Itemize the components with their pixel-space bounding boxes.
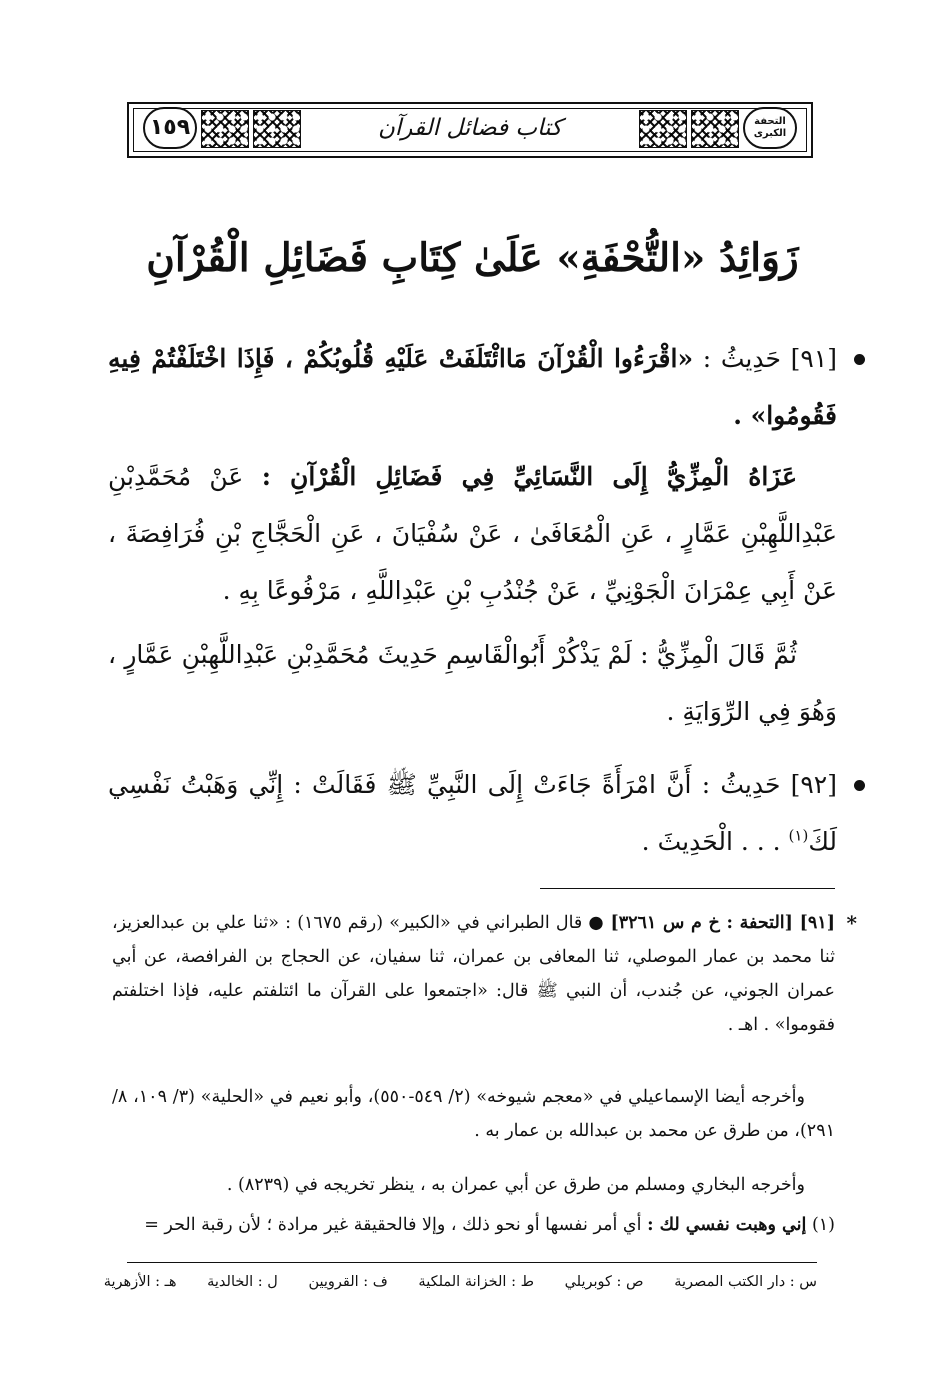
- footnote-separator: [540, 888, 835, 889]
- hadith-tail: . . . الْحَدِيثَ .: [641, 827, 781, 856]
- legend-item: ل : الخالدية: [207, 1274, 278, 1290]
- ornament-left-2: [253, 110, 301, 148]
- star-icon: *: [846, 911, 857, 935]
- ornament-right-1: [691, 110, 739, 148]
- manuscript-legend: [103, 1268, 817, 1296]
- book-logo-icon: [743, 107, 797, 149]
- running-title: كتاب فضائل القرآن: [378, 115, 562, 141]
- attribution-chain: عَنْ مُحَمَّدِبْنِ عَبْدِاللَّهِبْنِ عَمَّارٍ ، عَنِ الْمُعَافَىٰ ، عَنْ سُفْيَانَ ، عَنِ الْحَجَّاجِ بْنِ فُرَافِصَةَ ، عَنْ أَبِي عِمْرَانَ الْجَوْنِيِّ ، عَنْ جُنْدُبِ بْنِ عَبْدِاللَّهِ ، مَرْفُوعًا بِهِ .: [108, 462, 837, 605]
- footnote-1: [112, 1208, 835, 1242]
- page-number: ١٥٩: [143, 107, 197, 149]
- hadith-text: «اقْرَءُوا الْقُرْآنَ مَاائْتَلَفَتْ عَلَيْهِ قُلُوبُكُمْ ، فَإِذَا اخْتَلَفْتُمْ فِيهِ فَقُومُوا» .: [108, 344, 837, 430]
- footnote-91-last: وأخرجه البخاري ومسلم من طرق عن أبي عمران به ، ينظر تخريجه في (٨٢٣٩) .: [226, 1175, 805, 1195]
- footnote-term: إني وهبت نفسي لك :: [647, 1215, 807, 1235]
- mizzi-note: ثُمَّ قَالَ الْمِزِّيُّ : لَمْ يَذْكُرْ أَبُوالْقَاسِمِ حَدِيثَ مُحَمَّدِبْنِ عَبْدِاللَّهِبْنِ عَمَّارٍ ، وَهُوَ فِي الرِّوَايَةِ .: [108, 640, 837, 726]
- page-header: [127, 102, 813, 158]
- attribution-heading: عَزَاهُ الْمِزِّيُّ إِلَى النَّسَائِيِّ فِي فَضَائِلِ الْقُرْآنِ :: [261, 462, 797, 491]
- legend-item: ط : الخزانة الملكية: [418, 1274, 534, 1290]
- bullet-icon: [854, 354, 865, 365]
- chapter-title: زَوَائِدُ «التُّحْفَةِ» عَلَىٰ كِتَابِ فَضَائِلِ الْقُرْآنِ: [146, 235, 799, 281]
- footnote-head: [٩١] [التحفة : خ م س ٣٢٦١]: [610, 913, 835, 933]
- attribution-paragraph: [108, 448, 837, 619]
- bullet-icon: [854, 780, 865, 791]
- ornament-left-1: [201, 110, 249, 148]
- hadith-lead: حَدِيثُ :: [701, 770, 781, 799]
- footnote-91: [112, 906, 857, 1042]
- hadith-lead: حَدِيثُ :: [702, 344, 781, 373]
- hadith-text: أَنَّ امْرَأَةً جَاءَتْ إِلَى النَّبِيِّ ﷺ فَقَالَتْ : إِنِّي وَهَبْتُ نَفْسِي لَكَ: [108, 770, 837, 856]
- footnote-body: ● قال الطبراني في «الكبير» (رقم ١٦٧٥) : «ثنا علي بن عبدالعزيز، ثنا محمد بن عمار الموصلي، ثنا المعافى بن عمران، ثنا سفيان، عن الحجاج بن الفرافصة، عن أبي عمران الجوني، عن جُندب، أن النبي ﷺ قال: «اجتمعوا على القرآن ما ائتلفتم عليه، فإذا اختلفتم فقوموا» . اهـ .: [112, 913, 835, 1035]
- hadith-number: [٩١]: [790, 344, 837, 373]
- footnote-91-more: وأخرجه أيضا الإسماعيلي في «معجم شيوخه» (٢/ ٥٤٩-٥٥٠)، وأبو نعيم في «الحلية» (٣/ ١٠٩، ٨/ ٢٩١)، من طرق عن محمد بن عبدالله بن عمار به .: [112, 1087, 835, 1141]
- legend-item: س : دار الكتب المصرية: [674, 1274, 817, 1290]
- legend-rule: [127, 1262, 817, 1263]
- hadith-91: [108, 330, 837, 444]
- legend-item: هـ : الأزهرية: [103, 1274, 177, 1290]
- logo-text: التحفة الكبرى: [753, 116, 787, 139]
- ornament-right-2: [639, 110, 687, 148]
- hadith-92: [108, 756, 837, 870]
- footnote-number: (١): [811, 1215, 835, 1235]
- legend-item: ص : كوبريلي: [564, 1274, 644, 1290]
- legend-item: ف : القرويين: [308, 1274, 388, 1290]
- footnote-ref: (١): [788, 826, 809, 845]
- hadith-number: [٩٢]: [790, 770, 837, 799]
- footnote-explanation: أي أمر نفسها أو نحو ذلك ، وإلا فالحقيقة غير مرادة ؛ لأن رقبة الحر =: [144, 1215, 642, 1235]
